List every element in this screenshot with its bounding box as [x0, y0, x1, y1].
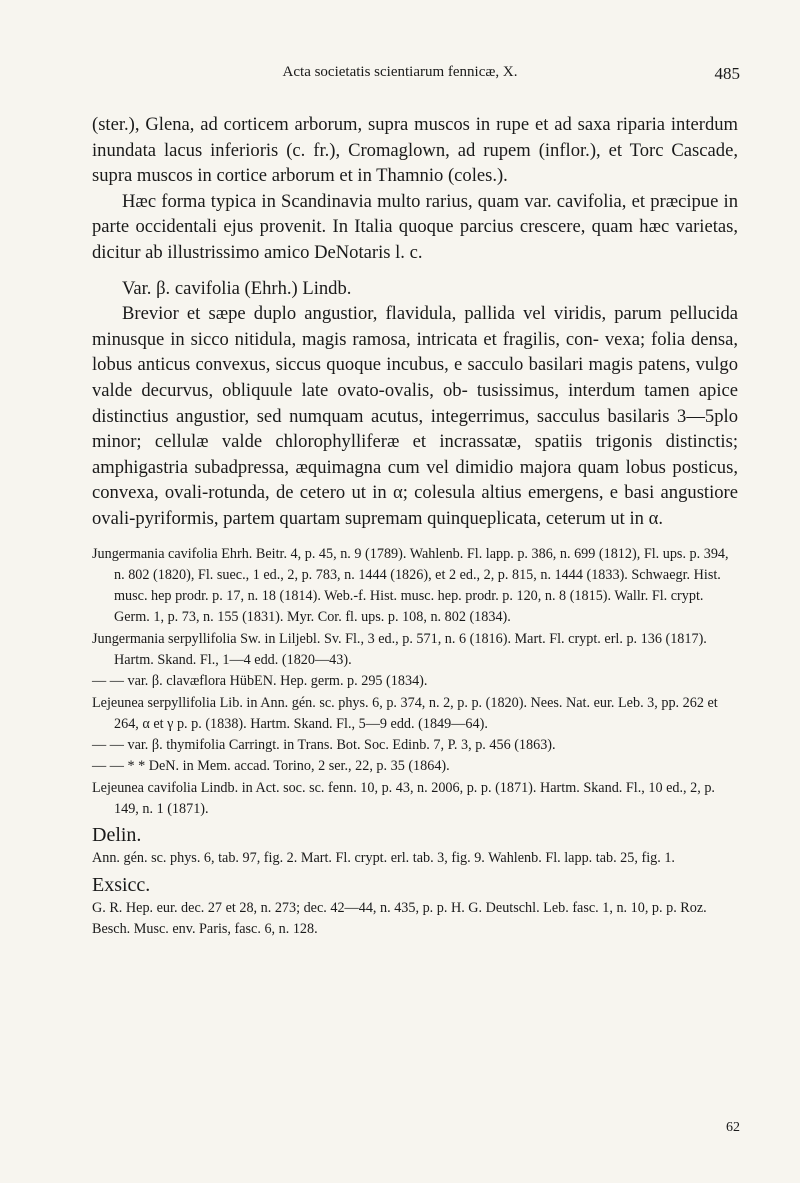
- reference-entry: Lejeunea serpyllifolia Lib. in Ann. gén. sc. phys. 6, p. 374, n. 2, p. p. (1820). Nees. Nat. eur. Leb. 3, pp. 262 et 264, α et γ p. p. (1838). Hartm. Skand. Fl., 5—9 edd. (1849—64).: [92, 694, 718, 732]
- description-paragraph: Brevior et sæpe duplo angustior, flavidula, pallida vel viridis, parum pellucida minusque in sicco nitidula, magis ramosa, intricata et fragilis, con- vexa; folia densa, lobus anticus convexus, siccus quoque incubus, e sacculo basilari magis patens, vulgo valde decurvus, obliquule late ovato-ovalis, ob- tusissimus, interdum tamen apice distinctius angustior, sed numquam acutus, integerrimus, sacculus basilaris 3—5plo minor; cellulæ valde chlorophylliferæ et incrassatæ, spatiis trigonis distinctis; amphigastria subadpressa, æquimagna cum vel dimidio majora quam lobus posticus, convexa, ovali-rotunda, de cetero ut in α; colesula altius emergens, e basi angustiore ovali-pyriformis, partem quartam supremam quinqueplicata, ceterum ut in α.: [92, 303, 738, 529]
- page-number: 485: [714, 64, 740, 83]
- delin-text: Ann. gén. sc. phys. 6, tab. 97, fig. 2. Mart. Fl. crypt. erl. tab. 3, fig. 9. Wahlenb. Fl. lapp. tab. 25, fig. 1.: [92, 850, 675, 867]
- paragraph-2: Hæc forma typica in Scandinavia multo rarius, quam var. cavifolia, et præcipue in parte occidentali ejus provenit. In Italia quoque parcius crescere, quam hæc varietas, dicitur ab illustrissimo amico DeNotaris l. c.: [92, 190, 738, 263]
- reference-entry: Lejeunea cavifolia Lindb. in Act. soc. sc. fenn. 10, p. 43, n. 2006, p. p. (1871). Hartm. Skand. Fl., 10 ed., 2, p. 149, n. 1 (1871).: [92, 779, 715, 818]
- exsicc-text: G. R. Hep. eur. dec. 27 et 28, n. 273; dec. 42—44, n. 435, p. p. H. G. Deutschl. Leb. fasc. 1, n. 10, p. p. Roz. Besch. Musc. env. Paris, fasc. 6, n. 128.: [92, 899, 707, 937]
- exsicc-heading: Exsicc.: [92, 873, 151, 896]
- reference-entry: Jungermania cavifolia Ehrh. Beitr. 4, p. 45, n. 9 (1789). Wahlenb. Fl. lapp. p. 386, n. 699 (1812), Fl. ups. p. 394, n. 802 (1820), Fl. suec., 1 ed., 2, p. 783, n. 1444 (1826), et 2 ed., 2, p. 815, n. 1444 (1833). Schwaegr. Hist. musc. hep prodr. p. 17, n. 18 (1814). Web.-f. Hist. musc. hep. prodr. p. 120, n. 8 (1815). Wallr. Fl. crypt. Germ. 1, p. 73, n. 155 (1831). Myr. Cor. fl. ups. p. 108, n. 802 (1834).: [92, 545, 729, 626]
- reference-entry: — — * * DeN. in Mem. accad. Torino, 2 ser., 22, p. 35 (1864).: [92, 758, 450, 775]
- delin-heading: Delin.: [92, 824, 142, 847]
- running-header: [0, 64, 800, 86]
- text-body: [92, 112, 738, 940]
- reference-entry: — — var. β. thymifolia Carringt. in Trans. Bot. Soc. Edinb. 7, P. 3, p. 456 (1863).: [92, 737, 556, 754]
- paragraph-1: (ster.), Glena, ad corticem arborum, supra muscos in rupe et ad saxa riparia interdum inundata lacus inferioris (c. fr.), Cromaglown, ad rupem (inflor.), et Torc Cascade, supra muscos in cortice arborum et in Thamnio (coles.).: [92, 114, 738, 187]
- variety-heading: Var. β. cavifolia (Ehrh.) Lindb.: [122, 277, 352, 299]
- reference-entry: — — var. β. clavæflora HübEN. Hep. germ. p. 295 (1834).: [92, 673, 428, 690]
- reference-entry: Jungermania serpyllifolia Sw. in Liljebl. Sv. Fl., 3 ed., p. 571, n. 6 (1816). Mart. Fl. crypt. erl. p. 136 (1817). Hartm. Skand. Fl., 1—4 edd. (1820—43).: [92, 630, 707, 668]
- synonymy-references: [92, 544, 738, 821]
- signature-mark: 62: [726, 1120, 740, 1135]
- running-title: Acta societatis scientiarum fennicæ, X.: [282, 64, 518, 80]
